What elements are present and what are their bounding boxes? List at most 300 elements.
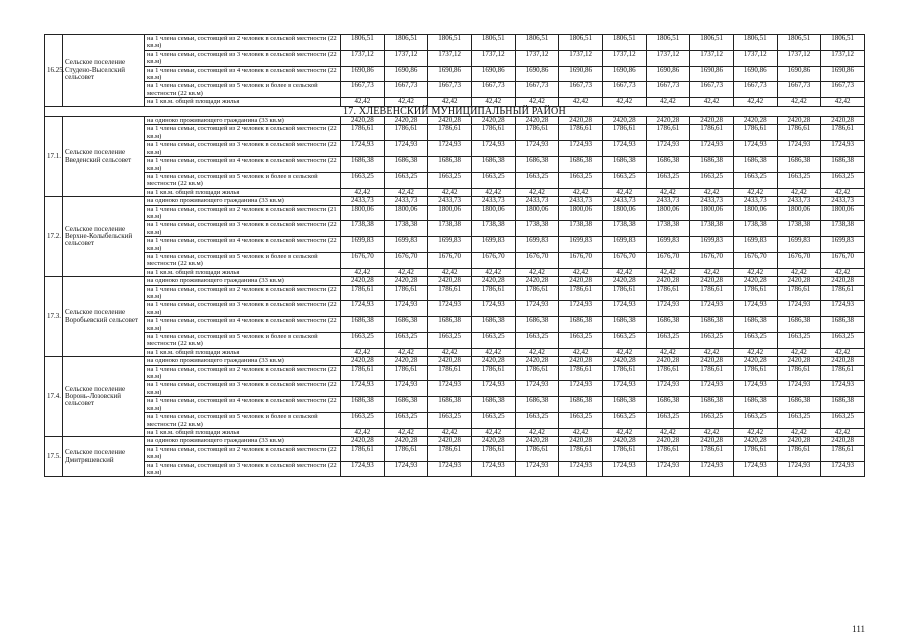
rate-value-cell: 1676,70 <box>471 252 515 268</box>
rate-value-cell: 1800,06 <box>646 205 690 221</box>
rate-value-cell: 1724,93 <box>733 381 777 397</box>
rate-value-cell: 1800,06 <box>428 205 472 221</box>
rate-value-cell: 1737,12 <box>384 50 428 66</box>
rate-value-cell: 1724,93 <box>690 301 734 317</box>
rate-value-cell: 42,42 <box>646 188 690 196</box>
rate-value-cell: 2420,28 <box>471 117 515 125</box>
rate-value-cell: 1663,25 <box>646 172 690 188</box>
page-number: 111 <box>852 624 865 634</box>
group-index: 17.3. <box>45 277 63 357</box>
rate-value-cell: 42,42 <box>559 428 603 436</box>
rate-value-cell: 2420,28 <box>690 117 734 125</box>
rate-value-cell: 42,42 <box>733 268 777 276</box>
rate-value-cell: 1663,25 <box>602 172 646 188</box>
rate-value-cell: 2420,28 <box>646 357 690 365</box>
category-label: на 1 члена семьи, состоящей из 2 человек в сельской местности (21 кв.м) <box>145 205 341 221</box>
rate-value-cell: 1686,38 <box>428 397 472 413</box>
rate-value-cell: 2433,73 <box>602 197 646 205</box>
rate-value-cell: 42,42 <box>733 428 777 436</box>
settlement-name: Сельское поселение Верхне-Колыбельский сельсовет <box>63 197 145 277</box>
rate-value-cell: 2420,28 <box>602 357 646 365</box>
rate-value-cell: 2420,28 <box>602 117 646 125</box>
rate-value-cell: 1663,25 <box>733 172 777 188</box>
table-row <box>45 66 865 82</box>
rate-value-cell: 1663,25 <box>559 413 603 429</box>
rate-value-cell: 1786,61 <box>602 365 646 381</box>
rate-value-cell: 1663,25 <box>646 413 690 429</box>
rate-value-cell: 1724,93 <box>341 141 385 157</box>
category-label: на одиноко проживающего гражданина (33 кв.м) <box>145 197 341 205</box>
rate-value-cell: 1724,93 <box>559 381 603 397</box>
rate-value-cell: 42,42 <box>733 188 777 196</box>
category-label: на 1 члена семьи, состоящей из 4 человек в сельской местности (22 кв.м) <box>145 397 341 413</box>
rate-value-cell: 1738,38 <box>602 221 646 237</box>
table-row <box>45 172 865 188</box>
rate-value-cell: 1806,51 <box>777 35 821 51</box>
rate-value-cell: 2420,28 <box>428 357 472 365</box>
document-sheet <box>44 34 864 477</box>
rate-value-cell: 1686,38 <box>733 317 777 333</box>
table-row <box>45 445 865 461</box>
rate-value-cell: 1663,25 <box>384 333 428 349</box>
rate-value-cell: 1686,38 <box>515 397 559 413</box>
rate-value-cell: 1686,38 <box>471 397 515 413</box>
rate-value-cell: 1686,38 <box>559 317 603 333</box>
rate-value-cell: 1806,51 <box>690 35 734 51</box>
rate-value-cell: 1786,61 <box>559 285 603 301</box>
category-label: на 1 члена семьи, состоящей из 3 человек в сельской местности (22 кв.м) <box>145 381 341 397</box>
rate-value-cell: 42,42 <box>341 428 385 436</box>
rate-value-cell: 1786,61 <box>428 125 472 141</box>
rate-value-cell: 1737,12 <box>777 50 821 66</box>
rate-value-cell: 2420,28 <box>384 437 428 445</box>
rate-value-cell: 1786,61 <box>515 365 559 381</box>
rate-value-cell: 2420,28 <box>733 437 777 445</box>
rate-value-cell: 1786,61 <box>777 365 821 381</box>
rate-value-cell: 1686,38 <box>341 157 385 173</box>
rate-value-cell: 1786,61 <box>821 445 865 461</box>
rate-value-cell: 1786,61 <box>821 125 865 141</box>
rate-value-cell: 2420,28 <box>690 437 734 445</box>
table-row <box>45 413 865 429</box>
rate-value-cell: 1738,38 <box>384 221 428 237</box>
rate-value-cell: 1686,38 <box>646 397 690 413</box>
rate-value-cell: 1663,25 <box>777 413 821 429</box>
rate-value-cell: 1699,83 <box>602 237 646 253</box>
rate-value-cell: 42,42 <box>646 348 690 356</box>
rate-value-cell: 2433,73 <box>733 197 777 205</box>
rate-value-cell: 1724,93 <box>341 461 385 477</box>
rate-value-cell: 1786,61 <box>341 365 385 381</box>
rate-value-cell: 1786,61 <box>515 125 559 141</box>
rate-value-cell: 1806,51 <box>428 35 472 51</box>
rate-value-cell: 1663,25 <box>341 172 385 188</box>
rate-value-cell: 1724,93 <box>733 301 777 317</box>
rate-value-cell: 42,42 <box>341 98 385 106</box>
rate-value-cell: 1686,38 <box>602 157 646 173</box>
rate-value-cell: 1786,61 <box>777 125 821 141</box>
category-label: на 1 кв.м. общей площади жилья <box>145 268 341 276</box>
rate-value-cell: 1786,61 <box>777 285 821 301</box>
category-label: на одиноко проживающего гражданина (33 кв.м) <box>145 117 341 125</box>
rate-value-cell: 2420,28 <box>515 357 559 365</box>
rate-value-cell: 42,42 <box>690 268 734 276</box>
rate-value-cell: 1686,38 <box>559 397 603 413</box>
rate-value-cell: 1663,25 <box>559 333 603 349</box>
rate-value-cell: 2420,28 <box>559 277 603 285</box>
rate-value-cell: 42,42 <box>384 98 428 106</box>
rate-value-cell: 1663,25 <box>428 413 472 429</box>
rate-value-cell: 1690,86 <box>515 66 559 82</box>
rate-value-cell: 1663,25 <box>777 333 821 349</box>
rate-value-cell: 1676,70 <box>733 252 777 268</box>
rate-value-cell: 2420,28 <box>341 357 385 365</box>
rate-value-cell: 1800,06 <box>341 205 385 221</box>
rate-value-cell: 42,42 <box>559 98 603 106</box>
rate-value-cell: 42,42 <box>384 188 428 196</box>
rate-value-cell: 42,42 <box>471 348 515 356</box>
rate-value-cell: 1686,38 <box>428 157 472 173</box>
table-row <box>45 35 865 51</box>
rate-value-cell: 1686,38 <box>733 397 777 413</box>
rate-value-cell: 1737,12 <box>559 50 603 66</box>
rate-value-cell: 1676,70 <box>341 252 385 268</box>
rate-value-cell: 1667,73 <box>690 82 734 98</box>
rate-value-cell: 42,42 <box>821 428 865 436</box>
category-label: на 1 члена семьи, состоящей из 4 человек в сельской местности (22 кв.м) <box>145 237 341 253</box>
table-row <box>45 333 865 349</box>
category-label: на 1 кв.м. общей площади жилья <box>145 428 341 436</box>
rate-value-cell: 1738,38 <box>341 221 385 237</box>
category-label: на 1 члена семьи, состоящей из 3 человек в сельской местности (22 кв.м) <box>145 461 341 477</box>
rate-value-cell: 1786,61 <box>559 365 603 381</box>
rate-value-cell: 1737,12 <box>428 50 472 66</box>
rate-value-cell: 1724,93 <box>559 461 603 477</box>
rate-value-cell: 1686,38 <box>690 317 734 333</box>
category-label: на 1 члена семьи, состоящей из 2 человек в сельской местности (22 кв.м) <box>145 285 341 301</box>
rate-value-cell: 42,42 <box>690 348 734 356</box>
rate-value-cell: 1663,25 <box>690 172 734 188</box>
category-label: на 1 члена семьи, состоящей из 3 человек в сельской местности (22 кв.м) <box>145 50 341 66</box>
rate-value-cell: 42,42 <box>515 428 559 436</box>
rate-value-cell: 42,42 <box>428 348 472 356</box>
rate-value-cell: 1738,38 <box>559 221 603 237</box>
rate-value-cell: 1699,83 <box>690 237 734 253</box>
category-label: на 1 члена семьи, состоящей из 2 человек в сельской местности (22 кв.м) <box>145 125 341 141</box>
rate-value-cell: 1686,38 <box>646 317 690 333</box>
rate-value-cell: 1724,93 <box>777 381 821 397</box>
rate-value-cell: 1676,70 <box>428 252 472 268</box>
table-row <box>45 82 865 98</box>
rate-value-cell: 1786,61 <box>646 365 690 381</box>
rate-value-cell: 42,42 <box>341 268 385 276</box>
rate-value-cell: 42,42 <box>559 188 603 196</box>
rate-value-cell: 2420,28 <box>733 277 777 285</box>
table-row <box>45 157 865 173</box>
rate-value-cell: 1786,61 <box>428 365 472 381</box>
category-label: на 1 члена семьи, состоящей из 5 человек и более в сельской местности (22 кв.м) <box>145 82 341 98</box>
rate-value-cell: 1724,93 <box>777 141 821 157</box>
rate-value-cell: 42,42 <box>384 268 428 276</box>
category-label: на 1 члена семьи, состоящей из 4 человек в сельской местности (22 кв.м) <box>145 317 341 333</box>
rate-value-cell: 1786,61 <box>777 445 821 461</box>
rate-value-cell: 1786,61 <box>690 445 734 461</box>
rate-value-cell: 1663,25 <box>515 413 559 429</box>
rate-value-cell: 1676,70 <box>690 252 734 268</box>
rate-value-cell: 2433,73 <box>515 197 559 205</box>
rate-value-cell: 42,42 <box>471 98 515 106</box>
category-label: на 1 члена семьи, состоящей из 3 человек в сельской местности (22 кв.м) <box>145 301 341 317</box>
category-label: на 1 члена семьи, состоящей из 3 человек в сельской местности (22 кв.м) <box>145 221 341 237</box>
rate-value-cell: 1686,38 <box>384 397 428 413</box>
table-row <box>45 437 865 445</box>
rate-value-cell: 1724,93 <box>821 381 865 397</box>
rate-value-cell: 1806,51 <box>821 35 865 51</box>
rate-value-cell: 42,42 <box>559 268 603 276</box>
rate-value-cell: 42,42 <box>341 188 385 196</box>
rate-value-cell: 1738,38 <box>471 221 515 237</box>
rate-value-cell: 1699,83 <box>821 237 865 253</box>
rate-value-cell: 1690,86 <box>602 66 646 82</box>
settlement-name: Сельское поселение Введенский сельсовет <box>63 117 145 197</box>
rate-value-cell: 2420,28 <box>602 437 646 445</box>
table-row <box>45 317 865 333</box>
rate-value-cell: 2420,28 <box>602 277 646 285</box>
table-row <box>45 285 865 301</box>
rate-value-cell: 1806,51 <box>733 35 777 51</box>
table-row <box>45 141 865 157</box>
rate-value-cell: 42,42 <box>515 98 559 106</box>
rate-value-cell: 2420,28 <box>690 357 734 365</box>
category-label: на 1 члена семьи, состоящей из 5 человек и более в сельской местности (22 кв.м) <box>145 413 341 429</box>
rate-value-cell: 42,42 <box>602 428 646 436</box>
rate-value-cell: 1690,86 <box>428 66 472 82</box>
rate-value-cell: 1738,38 <box>777 221 821 237</box>
rate-value-cell: 1786,61 <box>471 365 515 381</box>
rate-value-cell: 1667,73 <box>515 82 559 98</box>
category-label: на 1 члена семьи, состоящей из 4 человек в сельской местности (22 кв.м) <box>145 157 341 173</box>
category-label: на 1 члена семьи, состоящей из 5 человек и более в сельской местности (22 кв.м) <box>145 252 341 268</box>
rate-value-cell: 1699,83 <box>777 237 821 253</box>
rate-value-cell: 2420,28 <box>559 117 603 125</box>
rate-value-cell: 1786,61 <box>515 445 559 461</box>
rate-value-cell: 2420,28 <box>384 277 428 285</box>
rate-value-cell: 1663,25 <box>602 413 646 429</box>
rate-value-cell: 2420,28 <box>515 277 559 285</box>
rate-value-cell: 1724,93 <box>515 461 559 477</box>
rate-value-cell: 42,42 <box>602 188 646 196</box>
rate-value-cell: 1800,06 <box>559 205 603 221</box>
category-label: на 1 члена семьи, состоящей из 2 человек в сельской местности (22 кв.м) <box>145 445 341 461</box>
rate-value-cell: 1737,12 <box>515 50 559 66</box>
rate-value-cell: 2420,28 <box>559 437 603 445</box>
rate-value-cell: 42,42 <box>602 268 646 276</box>
rate-value-cell: 2420,28 <box>690 277 734 285</box>
rate-value-cell: 2420,28 <box>384 117 428 125</box>
rate-value-cell: 1738,38 <box>733 221 777 237</box>
rate-value-cell: 1724,93 <box>428 301 472 317</box>
rate-value-cell: 1738,38 <box>515 221 559 237</box>
rate-value-cell: 1667,73 <box>384 82 428 98</box>
rate-value-cell: 1686,38 <box>602 317 646 333</box>
rate-value-cell: 1724,93 <box>821 141 865 157</box>
rate-value-cell: 1724,93 <box>428 381 472 397</box>
rate-value-cell: 1667,73 <box>559 82 603 98</box>
rate-value-cell: 1686,38 <box>690 157 734 173</box>
category-label: на одиноко проживающего гражданина (33 кв.м) <box>145 357 341 365</box>
rate-value-cell: 1800,06 <box>690 205 734 221</box>
rate-value-cell: 1676,70 <box>515 252 559 268</box>
rate-value-cell: 1806,51 <box>384 35 428 51</box>
rate-value-cell: 1724,93 <box>602 461 646 477</box>
rate-value-cell: 1786,61 <box>428 285 472 301</box>
rate-value-cell: 2433,73 <box>690 197 734 205</box>
rate-value-cell: 1667,73 <box>602 82 646 98</box>
rate-value-cell: 1663,25 <box>733 413 777 429</box>
rate-value-cell: 1699,83 <box>384 237 428 253</box>
rate-value-cell: 42,42 <box>821 348 865 356</box>
settlement-name: Сельское поселение Студено-Выселский сельсовет <box>63 35 145 107</box>
rate-value-cell: 42,42 <box>690 188 734 196</box>
rate-value-cell: 1690,86 <box>384 66 428 82</box>
category-label: на 1 члена семьи, состоящей из 5 человек и более в сельской местности (22 кв.м) <box>145 333 341 349</box>
rate-value-cell: 1686,38 <box>690 397 734 413</box>
rate-value-cell: 1667,73 <box>646 82 690 98</box>
category-label: на 1 члена семьи, состоящей из 3 человек в сельской местности (22 кв.м) <box>145 141 341 157</box>
rate-value-cell: 1724,93 <box>602 301 646 317</box>
rate-value-cell: 42,42 <box>341 348 385 356</box>
rate-value-cell: 1737,12 <box>471 50 515 66</box>
category-label: на 1 кв.м. общей площади жилья <box>145 348 341 356</box>
rate-value-cell: 1724,93 <box>341 381 385 397</box>
rate-value-cell: 1667,73 <box>341 82 385 98</box>
rate-value-cell: 1676,70 <box>777 252 821 268</box>
category-label: на 1 члена семьи, состоящей из 2 человек в сельской местности (22 кв.м) <box>145 35 341 51</box>
group-index: 17.4. <box>45 357 63 437</box>
rate-value-cell: 2420,28 <box>646 117 690 125</box>
rate-value-cell: 1737,12 <box>821 50 865 66</box>
rate-value-cell: 42,42 <box>690 428 734 436</box>
rate-value-cell: 1724,93 <box>515 381 559 397</box>
table-row <box>45 98 865 106</box>
rate-value-cell: 1663,25 <box>821 333 865 349</box>
rate-value-cell: 1724,93 <box>428 461 472 477</box>
settlement-name: Сельское поселение Воробьевский сельсовет <box>63 277 145 357</box>
rate-value-cell: 2420,28 <box>341 437 385 445</box>
rate-value-cell: 1806,51 <box>341 35 385 51</box>
rate-value-cell: 1663,25 <box>428 172 472 188</box>
rate-value-cell: 1667,73 <box>471 82 515 98</box>
rate-value-cell: 1699,83 <box>471 237 515 253</box>
rate-value-cell: 42,42 <box>821 268 865 276</box>
rate-value-cell: 2420,28 <box>428 117 472 125</box>
rate-value-cell: 1686,38 <box>821 317 865 333</box>
rate-value-cell: 42,42 <box>602 348 646 356</box>
rate-value-cell: 2433,73 <box>777 197 821 205</box>
rate-value-cell: 1724,93 <box>471 301 515 317</box>
rate-value-cell: 1676,70 <box>602 252 646 268</box>
table-row <box>45 125 865 141</box>
rate-value-cell: 42,42 <box>777 98 821 106</box>
rate-value-cell: 1724,93 <box>646 141 690 157</box>
rate-value-cell: 1786,61 <box>821 285 865 301</box>
rate-value-cell: 1786,61 <box>384 445 428 461</box>
rate-value-cell: 1806,51 <box>646 35 690 51</box>
table-row <box>45 397 865 413</box>
category-label: на 1 члена семьи, состоящей из 2 человек в сельской местности (22 кв.м) <box>145 365 341 381</box>
rate-value-cell: 1786,61 <box>646 125 690 141</box>
rate-value-cell: 1786,61 <box>515 285 559 301</box>
rate-value-cell: 1800,06 <box>471 205 515 221</box>
rate-value-cell: 1699,83 <box>559 237 603 253</box>
rate-value-cell: 2420,28 <box>515 437 559 445</box>
rates-table <box>44 34 865 477</box>
rate-value-cell: 42,42 <box>428 428 472 436</box>
group-index: 16.25. <box>45 35 63 107</box>
rate-value-cell: 1686,38 <box>515 317 559 333</box>
table-row <box>45 277 865 285</box>
rate-value-cell: 1786,61 <box>602 445 646 461</box>
rate-value-cell: 1806,51 <box>515 35 559 51</box>
rate-value-cell: 1786,61 <box>341 285 385 301</box>
rate-value-cell: 42,42 <box>777 188 821 196</box>
rate-value-cell: 2420,28 <box>646 277 690 285</box>
rate-value-cell: 1786,61 <box>646 445 690 461</box>
table-row <box>45 197 865 205</box>
rate-value-cell: 1690,86 <box>646 66 690 82</box>
rate-value-cell: 1667,73 <box>821 82 865 98</box>
table-row <box>45 221 865 237</box>
rate-value-cell: 1786,61 <box>602 125 646 141</box>
rate-value-cell: 42,42 <box>777 348 821 356</box>
rate-value-cell: 1699,83 <box>428 237 472 253</box>
rate-value-cell: 2420,28 <box>341 117 385 125</box>
rate-value-cell: 1699,83 <box>341 237 385 253</box>
rate-value-cell: 1690,86 <box>821 66 865 82</box>
table-row <box>45 461 865 477</box>
rate-value-cell: 1667,73 <box>428 82 472 98</box>
rate-value-cell: 2420,28 <box>341 277 385 285</box>
rate-value-cell: 1686,38 <box>341 317 385 333</box>
category-label: на 1 кв.м. общей площади жилья <box>145 98 341 106</box>
rate-value-cell: 1786,61 <box>646 285 690 301</box>
rate-value-cell: 1663,25 <box>690 333 734 349</box>
rate-value-cell: 2420,28 <box>559 357 603 365</box>
rate-value-cell: 42,42 <box>515 348 559 356</box>
rate-value-cell: 2420,28 <box>471 357 515 365</box>
rate-value-cell: 42,42 <box>471 188 515 196</box>
rate-value-cell: 42,42 <box>471 268 515 276</box>
rate-value-cell: 1786,61 <box>690 365 734 381</box>
rate-value-cell: 1786,61 <box>471 125 515 141</box>
rate-value-cell: 1724,93 <box>602 141 646 157</box>
rate-value-cell: 1737,12 <box>733 50 777 66</box>
rate-value-cell: 1724,93 <box>690 381 734 397</box>
rate-value-cell: 42,42 <box>777 268 821 276</box>
rate-value-cell: 1724,93 <box>471 381 515 397</box>
rate-value-cell: 2420,28 <box>777 117 821 125</box>
rate-value-cell: 1699,83 <box>515 237 559 253</box>
rate-value-cell: 1663,25 <box>471 333 515 349</box>
rate-value-cell: 1724,93 <box>341 301 385 317</box>
rate-value-cell: 1724,93 <box>515 301 559 317</box>
rate-value-cell: 1724,93 <box>646 301 690 317</box>
rate-value-cell: 1663,25 <box>733 333 777 349</box>
rate-value-cell: 1724,93 <box>733 141 777 157</box>
rate-value-cell: 42,42 <box>646 268 690 276</box>
category-label: на одиноко проживающего гражданина (33 кв.м) <box>145 437 341 445</box>
rate-value-cell: 2433,73 <box>821 197 865 205</box>
